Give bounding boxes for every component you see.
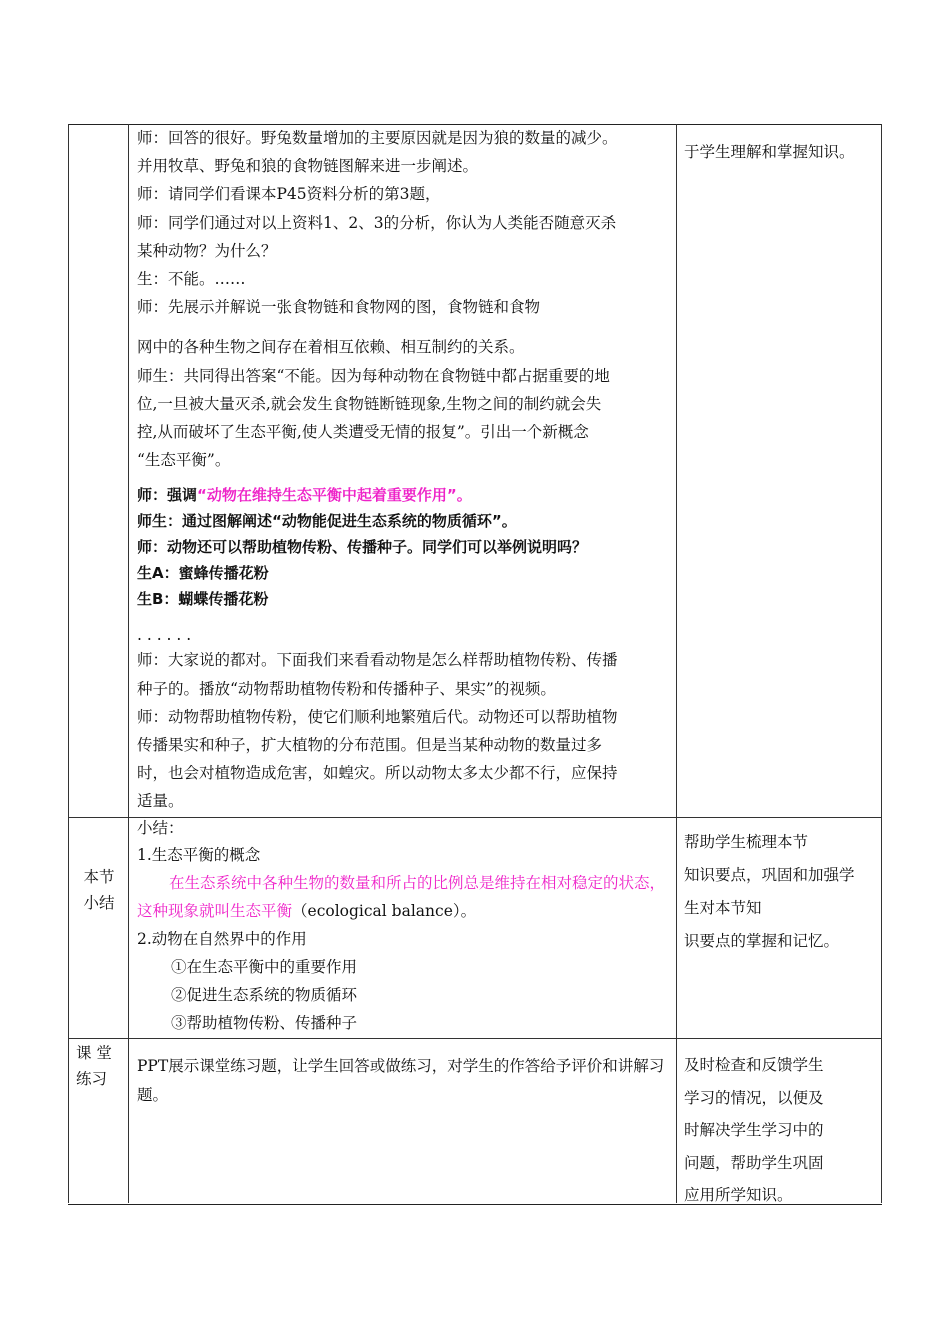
- bold-line: 师生：通过图解阐述“动物能促进生态系统的物质循环”。: [137, 512, 517, 531]
- spacer: [137, 474, 671, 482]
- dialogue-line: 师：同学们通过对以上资料1、2、3的分析，你认为人类能否随意灭杀: [137, 213, 617, 232]
- dialogue-line: 并用牧草、野兔和狼的食物链图解来进一步阐述。: [137, 157, 479, 176]
- row-label-line: 本节: [83, 868, 115, 886]
- dialogue-line: 师：大家说的都对。下面我们来看看动物是怎么样帮助植物传粉、传播: [137, 651, 618, 670]
- dialogue-line: 位,一旦被大量灭杀,就会发生食物链断链现象,生物之间的制约就会失: [137, 394, 602, 413]
- summary-cell: [137, 815, 671, 1037]
- dialogue-line: 适量。: [137, 792, 184, 811]
- bold-line: 师：动物还可以帮助植物传粉、传播种子。同学们可以举例说明吗？: [137, 538, 588, 557]
- table-border-right: [881, 124, 882, 1203]
- note-line: 识要点的掌握和记忆。: [684, 932, 840, 950]
- summary-item: 1.生态平衡的概念: [137, 846, 261, 864]
- note-line: 时解决学生学习中的: [684, 1121, 824, 1139]
- dialogue-line: 某种动物？为什么？: [137, 241, 277, 260]
- note-line: 知识要点，巩固和加强学: [684, 866, 855, 884]
- summary-subitem: ①在生态平衡中的重要作用: [171, 958, 358, 976]
- dialogue-line: “生态平衡”。: [137, 451, 231, 470]
- row-label-line: 小结: [83, 894, 115, 912]
- emphasis-line: [137, 482, 671, 508]
- emphasis-text: “动物在维持生态平衡中起着重要作用”。: [197, 486, 472, 505]
- note-line: 生对本节知: [684, 899, 762, 917]
- dialogue-line: 传播果实和种子，扩大植物的分布范围。但是当某种动物的数量过多: [137, 736, 603, 755]
- row-divider-2: [68, 1038, 882, 1039]
- row-label-line: 课 堂: [76, 1044, 112, 1062]
- dialogue-line: 时，也会对植物造成危害，如蝗灾。所以动物太多太少都不行，应保持: [137, 764, 618, 783]
- summary-note: [684, 826, 879, 958]
- dialogue-line: 师生：共同得出答案“不能。因为每种动物在食物链中都占据重要的地: [137, 366, 610, 385]
- dialogue-line: 控,从而破坏了生态平衡,使人类遭受无情的报复”。引出一个新概念: [137, 423, 589, 442]
- practice-note: [684, 1049, 879, 1212]
- summary-subitem: ③帮助植物传粉、传播种子: [171, 1014, 358, 1032]
- dialogue-line: 师：回答的很好。野兔数量增加的主要原因就是因为狼的数量的减少。: [137, 129, 618, 147]
- note-line: 学习的情况，以便及: [684, 1088, 824, 1107]
- spacer: [137, 321, 671, 333]
- note-line: 及时检查和反馈学生: [684, 1056, 824, 1074]
- design-intent-note: 于学生理解和掌握知识。: [684, 143, 855, 161]
- summary-definition: [137, 869, 671, 925]
- dialogue-line: 师：请同学们看课本P45资料分析的第3题，: [137, 185, 441, 204]
- emphasis-prefix: 师：强调: [137, 486, 198, 505]
- table-divider-label: [128, 124, 129, 1203]
- note-line: 帮助学生梳理本节: [684, 833, 809, 851]
- dialogue-line: 生：不能。……: [137, 270, 246, 289]
- table-divider-note: [676, 124, 677, 1203]
- note-line: 问题，帮助学生巩固: [684, 1153, 824, 1172]
- ellipsis-dots: . . . . . .: [137, 626, 192, 645]
- dialogue-line: 师：先展示并解说一张食物链和食物网的图，食物链和食物: [137, 298, 541, 317]
- dialogue-line: 种子的。播放“动物帮助植物传粉和传播种子、果实”的视频。: [137, 679, 556, 698]
- bold-line: 生A：蜜蜂传播花粉: [137, 564, 269, 583]
- definition-suffix: （ecological balance）。: [292, 902, 477, 920]
- spacer: [137, 612, 671, 624]
- teaching-process-cell: [137, 124, 671, 816]
- practice-cell: [137, 1052, 667, 1110]
- summary-item: 2.动物在自然界中的作用: [137, 930, 307, 948]
- note-line: 应用所学知识。: [684, 1186, 793, 1204]
- row-label-summary: [70, 864, 128, 916]
- dialogue-line: 师：动物帮助植物传粉，使它们顺利地繁殖后代。动物还可以帮助植物: [137, 707, 618, 726]
- definition-text: 在生态系统中各种生物的数量和所占的比例总是维持在相对稳定的状态，这种现象就叫生态平衡: [137, 874, 666, 920]
- summary-heading: 小结：: [137, 819, 184, 837]
- summary-subitem: ②促进生态系统的物质循环: [171, 986, 358, 1004]
- bold-line: 生B：蝴蝶传播花粉: [137, 590, 269, 609]
- practice-text: PPT展示课堂练习题，让学生回答或做练习，对学生的作答给予评价和讲解习题。: [137, 1057, 665, 1104]
- dialogue-line: 网中的各种生物之间存在着相互依赖、相互制约的关系。: [137, 338, 525, 357]
- row-label-practice: [76, 1040, 126, 1092]
- row-label-line: 练习: [76, 1070, 108, 1088]
- table-border-left: [68, 124, 69, 1203]
